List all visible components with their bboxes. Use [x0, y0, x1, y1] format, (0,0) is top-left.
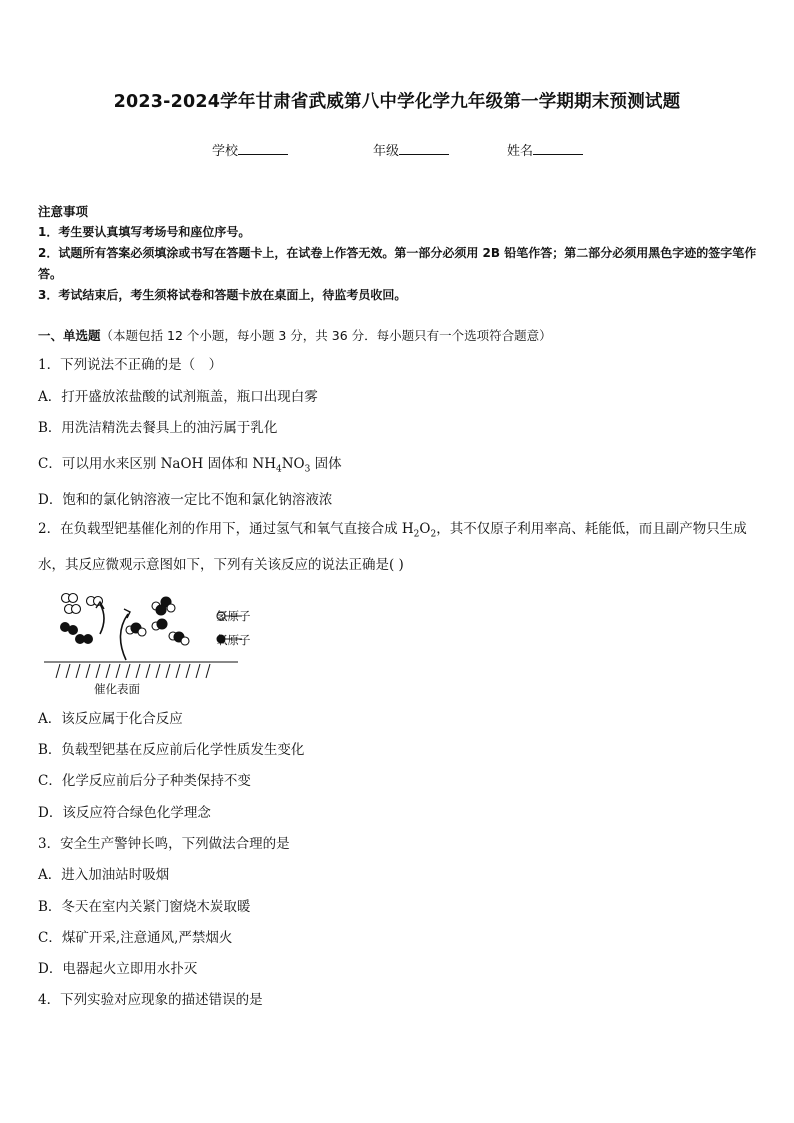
- school-field: [212, 140, 288, 159]
- section-label: 一、单选题: [38, 328, 101, 343]
- section-description: （本题包括 12 个小题，每小题 3 分，共 36 分．每小题只有一个选项符合题意）: [100, 328, 552, 343]
- q1-option-b: B．用洗洁精洗去餐具上的油污属于乳化: [38, 420, 278, 436]
- q3-option-c: C．煤矿开采,注意通风,严禁烟火: [38, 930, 233, 946]
- school-blank: [238, 142, 288, 155]
- section-heading: [38, 326, 552, 344]
- q3-option-b: B．冬天在室内关紧门窗烧木炭取暖: [38, 899, 251, 915]
- legend-hydrogen-label: 氢原子: [216, 609, 251, 623]
- q2-option-b: B．负载型钯基在反应前后化学性质发生变化: [38, 742, 305, 758]
- q1-option-c: C．可以用水来区别 NaOH 固体和 $NH_4NO_3$ 固体: [38, 456, 342, 475]
- exam-title: 2023-2024学年甘肃省武威第八中学化学九年级第一学期期末预测试题: [113, 92, 681, 112]
- q2-stem: 2．在负载型钯基催化剂的作用下，通过氢气和氧气直接合成 $H_2O_2$，其不仅原子利用率高、耗能低，而且副产物只生成水，其反应微观示意图如下，下列有关该反应的说法正确是( ): [38, 521, 747, 573]
- name-field: [507, 140, 583, 159]
- q2-option-a: A．该反应属于化合反应: [38, 711, 183, 727]
- grade-blank: [399, 142, 449, 155]
- reaction-diagram: [38, 588, 318, 704]
- q3-option-a: A．进入加油站时吸烟: [38, 867, 170, 883]
- name-label: 姓名: [507, 144, 534, 159]
- q2-option-c: C．化学反应前后分子种类保持不变: [38, 773, 251, 789]
- q3-option-d: D．电器起火立即用水扑灭: [38, 961, 198, 977]
- q3-stem: 3．安全生产警钟长鸣，下列做法合理的是: [38, 836, 290, 852]
- q2-option-d: D．该反应符合绿色化学理念: [38, 805, 211, 821]
- grade-label: 年级: [373, 144, 400, 159]
- q1-option-d: D．饱和的氯化钠溶液一定比不饱和氯化钠溶液浓: [38, 492, 333, 508]
- grade-field: [373, 140, 449, 159]
- legend-oxygen-label: 氧原子: [216, 633, 251, 647]
- q1-stem: 1．下列说法不正确的是（ ）: [38, 357, 223, 373]
- notes-title: 注意事项: [38, 204, 89, 219]
- note-item-1: 1．考生要认真填写考场号和座位序号。: [38, 225, 251, 239]
- q4-stem: 4．下列实验对应现象的描述错误的是: [38, 992, 263, 1008]
- name-blank: [533, 142, 583, 155]
- surface-label: 催化表面: [94, 682, 140, 696]
- q1-option-a: A．打开盛放浓盐酸的试剂瓶盖，瓶口出现白雾: [38, 389, 318, 405]
- note-item-3: 3．考试结束后，考生须将试卷和答题卡放在桌面上，待监考员收回。: [38, 288, 407, 302]
- note-item-2: 2．试题所有答案必须填涂或书写在答题卡上，在试卷上作答无效。第一部分必须用 2B 铅笔作答；第二部分必须用黑色字迹的签字笔作答。: [38, 246, 757, 281]
- school-label: 学校: [212, 144, 239, 159]
